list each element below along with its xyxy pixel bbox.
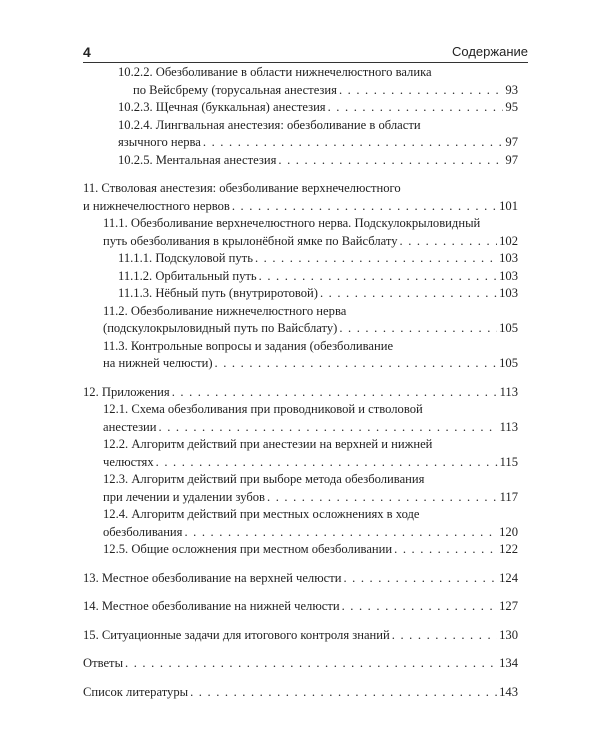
toc-entry[interactable] xyxy=(118,250,518,268)
toc-entry-title: язычного нерва xyxy=(118,135,201,149)
toc-page-number: 95 xyxy=(505,100,518,114)
toc-page-number: 93 xyxy=(505,82,518,97)
toc-entry[interactable] xyxy=(103,541,518,559)
toc-entry[interactable] xyxy=(118,117,518,152)
toc-entry[interactable] xyxy=(118,64,518,99)
toc-entry[interactable] xyxy=(83,684,518,702)
leader-dots xyxy=(172,384,498,402)
toc-page-number: 122 xyxy=(499,542,518,556)
toc-entry[interactable] xyxy=(118,268,518,286)
toc-entry-line: 11.2. Обезболивание нижнечелюстного нерва xyxy=(103,303,347,318)
toc-entry-line: 12.1. Схема обезболивания при проводниковой и стволовой xyxy=(103,402,423,416)
leader-dots xyxy=(400,233,498,251)
leader-dots xyxy=(255,250,497,268)
leader-dots xyxy=(278,152,503,170)
toc-page-number: 143 xyxy=(499,684,518,699)
leader-dots xyxy=(125,655,497,673)
section-title: Содержание xyxy=(452,44,528,59)
toc-page-number: 101 xyxy=(499,198,518,213)
toc-entry-line: 11. Стволовая анестезия: обезболивание верхнечелюстного xyxy=(83,181,401,195)
toc-entry-title: обезболивания xyxy=(103,524,183,539)
toc-entry-line: 12.3. Алгоритм действий при выборе метода обезболивания xyxy=(103,472,425,486)
toc-entry-title: Список литературы xyxy=(83,684,189,699)
toc-entry-title: 11.1.2. Орбитальный путь xyxy=(118,268,257,283)
page-number: 4 xyxy=(83,44,91,60)
leader-dots xyxy=(267,489,498,507)
toc-page-number: 113 xyxy=(499,419,518,434)
toc-page-number: 134 xyxy=(499,656,518,670)
toc-page-number: 103 xyxy=(499,268,518,283)
toc-entry[interactable] xyxy=(118,152,518,170)
leader-dots xyxy=(320,285,497,303)
toc-page-number: 97 xyxy=(505,152,518,167)
leader-dots xyxy=(342,598,498,616)
toc-entry-title: по Вейсбрему (торусальная анестезия xyxy=(133,82,337,97)
toc-page-number: 105 xyxy=(499,321,518,335)
leader-dots xyxy=(394,541,497,559)
toc-entry-title: путь обезболивания в крылонёбной ямке по Вайсблату xyxy=(103,233,398,248)
toc-page-number: 127 xyxy=(499,599,518,613)
toc-entry-title: при лечении и удалении зубов xyxy=(103,489,266,504)
toc-entry-title: 13. Местное обезболивание на верхней челюсти xyxy=(83,570,342,585)
toc-entry[interactable] xyxy=(103,436,518,471)
toc-entry[interactable] xyxy=(103,471,518,506)
toc-entry-title: анестезии xyxy=(103,419,157,434)
toc-page-number: 113 xyxy=(499,384,518,399)
toc-entry-title: 11.1.3. Нёбный путь (внутриротовой) xyxy=(118,286,318,300)
toc-entry[interactable] xyxy=(83,570,518,588)
toc-page-number: 103 xyxy=(499,251,518,265)
leader-dots xyxy=(343,570,497,588)
toc-page-number: 97 xyxy=(505,135,518,149)
toc-page-number: 103 xyxy=(499,286,518,300)
toc-entry-title: 12.5. Общие осложнения при местном обезболивании xyxy=(103,542,393,556)
leader-dots xyxy=(339,82,503,100)
toc-entry[interactable] xyxy=(103,215,518,250)
toc-entry-title: 11.1.1. Подскуловой путь xyxy=(118,251,253,265)
toc-entry[interactable] xyxy=(103,506,518,541)
toc-page-number: 120 xyxy=(499,524,518,539)
toc-entry-title: 14. Местное обезболивание на нижней челюсти xyxy=(83,599,340,613)
toc-entry-line: 11.1. Обезболивание верхнечелюстного нерва. Подскулокрыловидный xyxy=(103,216,481,230)
toc-entry[interactable] xyxy=(83,180,518,215)
toc-entry[interactable] xyxy=(118,285,518,303)
toc-page-number: 105 xyxy=(499,356,518,370)
toc-entry[interactable] xyxy=(103,401,518,436)
leader-dots xyxy=(159,419,498,437)
toc-entry[interactable] xyxy=(103,338,518,373)
toc-entry-title: (подскулокрыловидный путь по Вайсблату) xyxy=(103,321,338,335)
toc-page-number: 102 xyxy=(499,233,518,248)
toc-entry-title: челюстях xyxy=(103,454,154,469)
toc-entry-title: 10.2.3. Щечная (буккальная) анестезия xyxy=(118,100,326,114)
toc-entry-title: на нижней челюсти) xyxy=(103,356,213,370)
leader-dots xyxy=(259,268,497,286)
leader-dots xyxy=(215,355,498,373)
toc-entry-title: 10.2.5. Ментальная анестезия xyxy=(118,152,277,167)
toc-page-number: 117 xyxy=(499,489,518,504)
toc-entry-title: 15. Ситуационные задачи для итогового контроля знаний xyxy=(83,627,390,642)
toc-page-number: 124 xyxy=(499,570,518,585)
leader-dots xyxy=(184,524,497,542)
toc-entry[interactable] xyxy=(83,627,518,645)
toc-entry[interactable] xyxy=(83,384,518,402)
leader-dots xyxy=(156,454,498,472)
leader-dots xyxy=(328,99,504,117)
leader-dots xyxy=(339,320,497,338)
toc-entry-line: 10.2.4. Лингвальная анестезия: обезболивание в области xyxy=(118,117,421,132)
leader-dots xyxy=(190,684,497,702)
leader-dots xyxy=(203,134,504,152)
leader-dots xyxy=(232,198,497,216)
toc-entry-title: и нижнечелюстного нервов xyxy=(83,198,230,213)
toc-entry-line: 10.2.2. Обезболивание в области нижнечелюстного валика xyxy=(118,65,432,79)
header-rule xyxy=(83,62,528,63)
toc-entry-line: 12.4. Алгоритм действий при местных осложнениях в ходе xyxy=(103,507,420,521)
toc-entry[interactable] xyxy=(83,655,518,673)
toc-entry-line: 12.2. Алгоритм действий при анестезии на верхней и нижней xyxy=(103,437,433,451)
toc-entry[interactable] xyxy=(83,598,518,616)
toc-entry[interactable] xyxy=(118,99,518,117)
table-of-contents xyxy=(83,64,518,701)
page-header xyxy=(83,44,528,60)
toc-entry[interactable] xyxy=(103,303,518,338)
toc-entry-title: 12. Приложения xyxy=(83,384,170,399)
leader-dots xyxy=(392,627,497,645)
toc-entry-title: Ответы xyxy=(83,656,124,670)
toc-entry-line: 11.3. Контрольные вопросы и задания (обезболивание xyxy=(103,338,394,353)
toc-page-number: 115 xyxy=(499,454,518,469)
toc-page-number: 130 xyxy=(499,627,518,642)
